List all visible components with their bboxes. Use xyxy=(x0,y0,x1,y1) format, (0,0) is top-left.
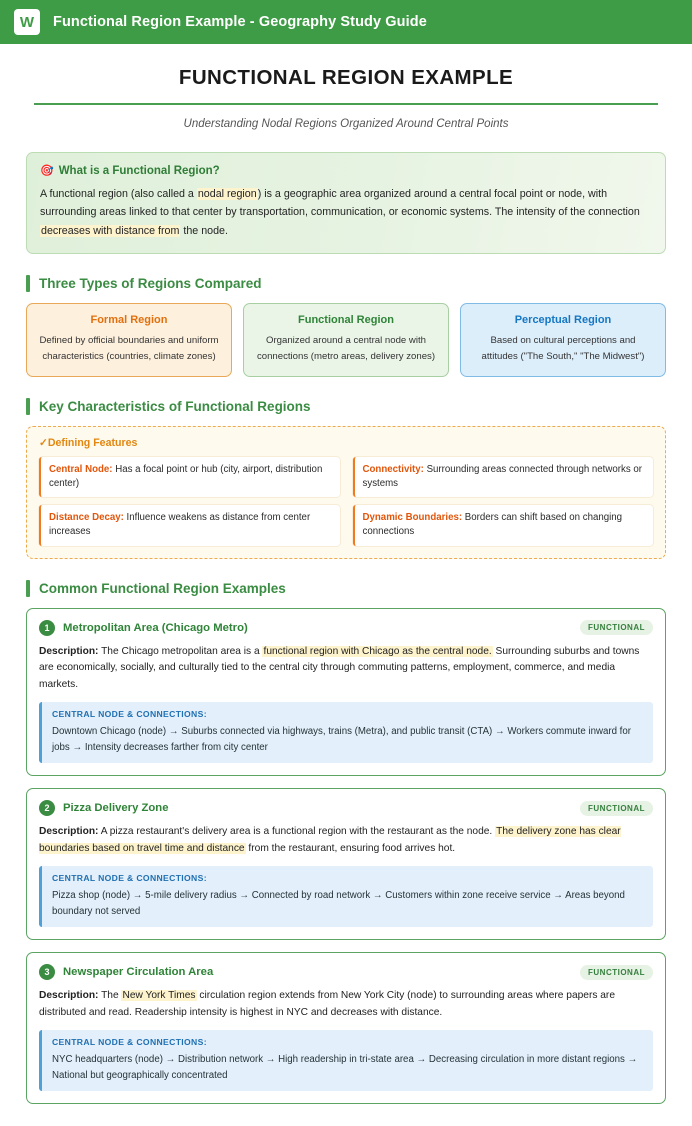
feature-item xyxy=(39,505,340,545)
highlighted-text: New York Times xyxy=(122,990,196,1002)
central-node-title: CENTRAL NODE & CONNECTIONS: xyxy=(52,709,207,720)
defining-features-heading-text: Defining Features xyxy=(47,437,138,450)
example-description xyxy=(39,644,653,694)
word-document-icon xyxy=(14,9,40,35)
feature-item xyxy=(353,457,654,497)
feature-label: Dynamic Boundaries: xyxy=(362,512,463,524)
example-title: Metropolitan Area (Chicago Metro) xyxy=(63,621,248,634)
example-number-badge: 2 xyxy=(39,800,55,816)
check-icon: ✓ xyxy=(39,437,48,450)
defining-features-heading xyxy=(39,437,653,449)
definition-callout xyxy=(26,152,666,254)
central-node-text: Downtown Chicago (node) → Suburbs connected via highways, trains (Metra), and public transit (CTA) → Workers commute inward for jobs → Intensity decreases farther from city center xyxy=(52,726,631,753)
target-icon: 🎯 xyxy=(40,165,54,177)
section-heading-key-characteristics xyxy=(26,398,666,415)
feature-text: Surrounding areas connected through networks or systems xyxy=(362,464,642,490)
feature-text: Has a focal point or hub (city, airport, distribution center) xyxy=(49,464,323,490)
status-badge: FUNCTIONAL xyxy=(580,620,653,635)
central-node-text: Pizza shop (node) → 5-mile delivery radius → Connected by road network → Customers within zone receive service → Areas beyond boundary not served xyxy=(52,890,625,917)
highlighted-text: nodal region xyxy=(197,188,257,200)
example-card-2 xyxy=(26,788,666,940)
central-node-callout xyxy=(39,1030,653,1091)
status-badge: FUNCTIONAL xyxy=(580,801,653,816)
definition-heading-text: What is a Functional Region? xyxy=(58,164,220,177)
section-title-text: Common Functional Region Examples xyxy=(39,580,286,596)
definition-text: A functional region (also called a nodal region) is a geographic area organized around a central focal point or node, with surrounding areas linked to that center by transportation, communication, or economic systems. The intensity of the connection decreases with distance from the node. xyxy=(40,188,640,237)
document-page xyxy=(0,44,692,1126)
app-logo-letter: W xyxy=(19,13,35,31)
section-title-text: Key Characteristics of Functional Regions xyxy=(39,399,311,415)
example-card-1 xyxy=(26,608,666,777)
highlighted-text: decreases with distance from xyxy=(41,224,180,237)
example-header xyxy=(39,620,653,636)
description-label: Description: xyxy=(39,826,99,838)
example-number-badge: 1 xyxy=(39,620,55,636)
app-header xyxy=(0,0,692,44)
section-accent-bar xyxy=(26,580,30,597)
section-accent-bar xyxy=(26,398,30,415)
region-card-description: Organized around a central node with connections (metro areas, delivery zones) xyxy=(256,335,436,362)
description-text: A pizza restaurant's delivery area is a functional region with the restaurant as the node. The delivery zone has clear boundaries based on travel time and distance from the restaurant, ensuring food arrives hot. xyxy=(39,826,621,854)
page-subtitle: Understanding Nodal Regions Organized Around Central Points xyxy=(183,118,509,130)
description-label: Description: xyxy=(39,645,99,657)
feature-label: Distance Decay: xyxy=(49,512,124,524)
highlighted-text: functional region with Chicago as the central node. xyxy=(263,645,492,657)
region-comparison-row xyxy=(26,303,666,377)
central-node-title: CENTRAL NODE & CONNECTIONS: xyxy=(52,873,207,884)
region-card-functional xyxy=(243,303,449,377)
page-title: FUNCTIONAL REGION EXAMPLE xyxy=(34,66,658,105)
region-card-formal xyxy=(26,303,232,377)
section-title-text: Three Types of Regions Compared xyxy=(39,276,262,292)
app-title: Functional Region Example - Geography Study Guide xyxy=(53,14,427,30)
feature-item xyxy=(353,505,654,545)
example-card-3 xyxy=(26,952,666,1104)
feature-item xyxy=(39,457,340,497)
example-title: Newspaper Circulation Area xyxy=(63,966,214,979)
example-number-badge: 3 xyxy=(39,964,55,980)
example-header xyxy=(39,800,653,816)
region-card-title: Functional Region xyxy=(298,314,394,327)
section-heading-region-types xyxy=(26,275,666,292)
region-card-description: Defined by official boundaries and uniform characteristics (countries, climate zones) xyxy=(39,335,219,362)
central-node-callout xyxy=(39,702,653,763)
feature-label: Connectivity: xyxy=(362,464,424,476)
defining-features-box xyxy=(26,426,666,558)
example-description xyxy=(39,824,653,857)
region-card-title: Perceptual Region xyxy=(514,314,612,327)
defining-features-grid xyxy=(39,457,653,545)
section-accent-bar xyxy=(26,275,30,292)
status-badge: FUNCTIONAL xyxy=(580,965,653,980)
feature-label: Central Node: xyxy=(49,464,113,476)
region-card-title: Formal Region xyxy=(90,314,168,327)
feature-text: Influence weakens as distance from center increases xyxy=(49,512,311,538)
region-card-perceptual xyxy=(460,303,666,377)
description-text: The Chicago metropolitan area is a functional region with Chicago as the central node. Surrounding suburbs and towns are economically, socially, and culturally tied to the central city through commuting patterns, employment, commerce, and media markets. xyxy=(39,645,640,690)
example-title: Pizza Delivery Zone xyxy=(63,802,169,815)
region-card-description: Based on cultural perceptions and attitudes ("The South," "The Midwest") xyxy=(481,335,645,362)
highlighted-text: The delivery zone has clear boundaries based on travel time and distance xyxy=(39,826,621,854)
central-node-title: CENTRAL NODE & CONNECTIONS: xyxy=(52,1037,207,1048)
description-label: Description: xyxy=(39,990,99,1002)
section-heading-examples xyxy=(26,580,666,597)
example-header xyxy=(39,964,653,980)
central-node-text: NYC headquarters (node) → Distribution network → High readership in tri-state area → Decreasing circulation in more distant regions → National but geographically concentrated xyxy=(52,1054,638,1081)
central-node-callout xyxy=(39,866,653,927)
example-description xyxy=(39,988,653,1021)
feature-text: Borders can shift based on changing connections xyxy=(362,512,623,538)
definition-heading xyxy=(40,164,652,177)
description-text: The New York Times circulation region extends from New York City (node) to surrounding areas where papers are distributed and read. Readership intensity is highest in NYC and decreases with distance. xyxy=(39,990,615,1018)
